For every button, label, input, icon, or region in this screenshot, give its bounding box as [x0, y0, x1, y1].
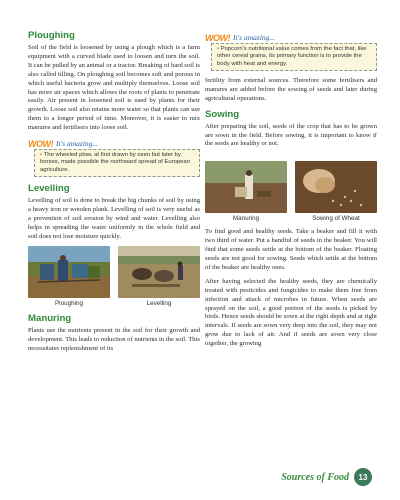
bullet-icon: • [40, 152, 44, 159]
wow-label: It's amazing... [56, 139, 99, 149]
wow-logo-icon: WOW! [28, 138, 53, 149]
ploughing-heading: Ploughing [28, 30, 75, 41]
right-photo-row [205, 161, 377, 213]
wow-fact-box [211, 43, 377, 71]
right-column [205, 30, 377, 354]
seed-test-text: To find good and healthy seeds. Take a beaker and fill it with two third of water. Put a handful of seeds in the beaker. You will find that some seeds settle at the bottom of the beaker. Floating seeds are not good for sowing. Seeds which settle at the bottom of the beaker are healthy ones. [205, 228, 377, 271]
manuring-photo [205, 161, 287, 213]
wow-logo-icon: WOW! [205, 32, 230, 43]
manuring-heading: Manuring [28, 313, 72, 325]
sowing-text: After preparing the soil, seeds of the crop that has to be grown are sown in the field. Before sowing, it is important to know if the seeds are healthy or not. [205, 122, 377, 148]
manuring-section [28, 313, 200, 354]
manuring-text: Plants use the nutrients present in the soil for their growth and development. This leads to reduction of nutrients in the soil. This necessitates replenishment of its [28, 327, 200, 353]
manuring-continued-text: fertility from external sources. Therefore some fertilisers and manures are added before the sowing of seeds and later during agricultural operations. [205, 76, 377, 102]
page-footer [281, 468, 372, 486]
sowing-section [205, 109, 377, 150]
sowing-heading: Sowing [205, 108, 240, 120]
left-photo-row [28, 246, 200, 298]
ploughing-section [28, 30, 200, 133]
left-column [28, 30, 200, 359]
levelling-photo [118, 246, 200, 298]
levelling-caption: Levelling [146, 300, 172, 308]
ploughing-caption: Ploughing [54, 300, 83, 308]
seed-treatment-text: After having selected the healthy seeds, they are chemically treated with pesticides and fungicides to make them free from infection and attack of microbes in future. When seeds are sprayed on the soil, a good portion of the seeds is picked by birds. Hence seeds should be sown at the right depth and at right intervals. If seeds are sown very deep into the soil, they may not grow due to lack of air. And if seeds are sown very close together, the growing [205, 277, 377, 348]
levelling-heading: Levelling [28, 182, 70, 194]
sowing-caption: Sowing of Wheat [312, 215, 360, 223]
levelling-text: Levelling of soil is done to break the big chunks of soil by using a heavy iron or wooden plank. Levelling of soil is very useful as a prevention of soil erosion by wind and water. Levelling also helps in spreading the water uniformly in the whole field and soil does not lose moisture quickly. [28, 196, 200, 240]
chapter-title: Sources of Food [281, 471, 349, 483]
levelling-section [28, 183, 200, 242]
wow-callout-right [205, 32, 377, 71]
manuring-caption: Manuring [232, 215, 260, 223]
wow-fact-text: The wheeled plow, at first drawn by oxen but later by horses, made possible the northward spread of European agriculture. [40, 152, 190, 173]
sowing-photo [295, 161, 377, 213]
wow-fact-box [34, 149, 200, 177]
wow-callout-left [28, 138, 200, 177]
wow-fact-text: Popcorn's nutritional value comes from the fact that, like other cereal grains, its primary function is to provide the body with heat and energy. [217, 46, 367, 67]
bullet-icon: • [217, 46, 221, 52]
wow-label: It's amazing... [233, 33, 276, 42]
page-number-badge: 13 [354, 468, 372, 486]
ploughing-text: Soil of the field is loosened by using a plough which is a farm equipment with a curved blade used to loosen and turn the soil. It can be pulled by an animal or a tractor. Breaking of hard soil is also called tilling. On ploughing soil becomes soft and porous in which useful bacteria grow and multiply themselves. Loose soil has more air spaces which allows the roots of plants to penetrate easily. Air present in loosened soil is used by plants for their growth. Loose soil also retains more water so that plants can use them to a longer period of time. Moreover, it is easier to mix manures and fertilisers into loose soil. [28, 44, 200, 132]
ploughing-photo [28, 246, 110, 298]
